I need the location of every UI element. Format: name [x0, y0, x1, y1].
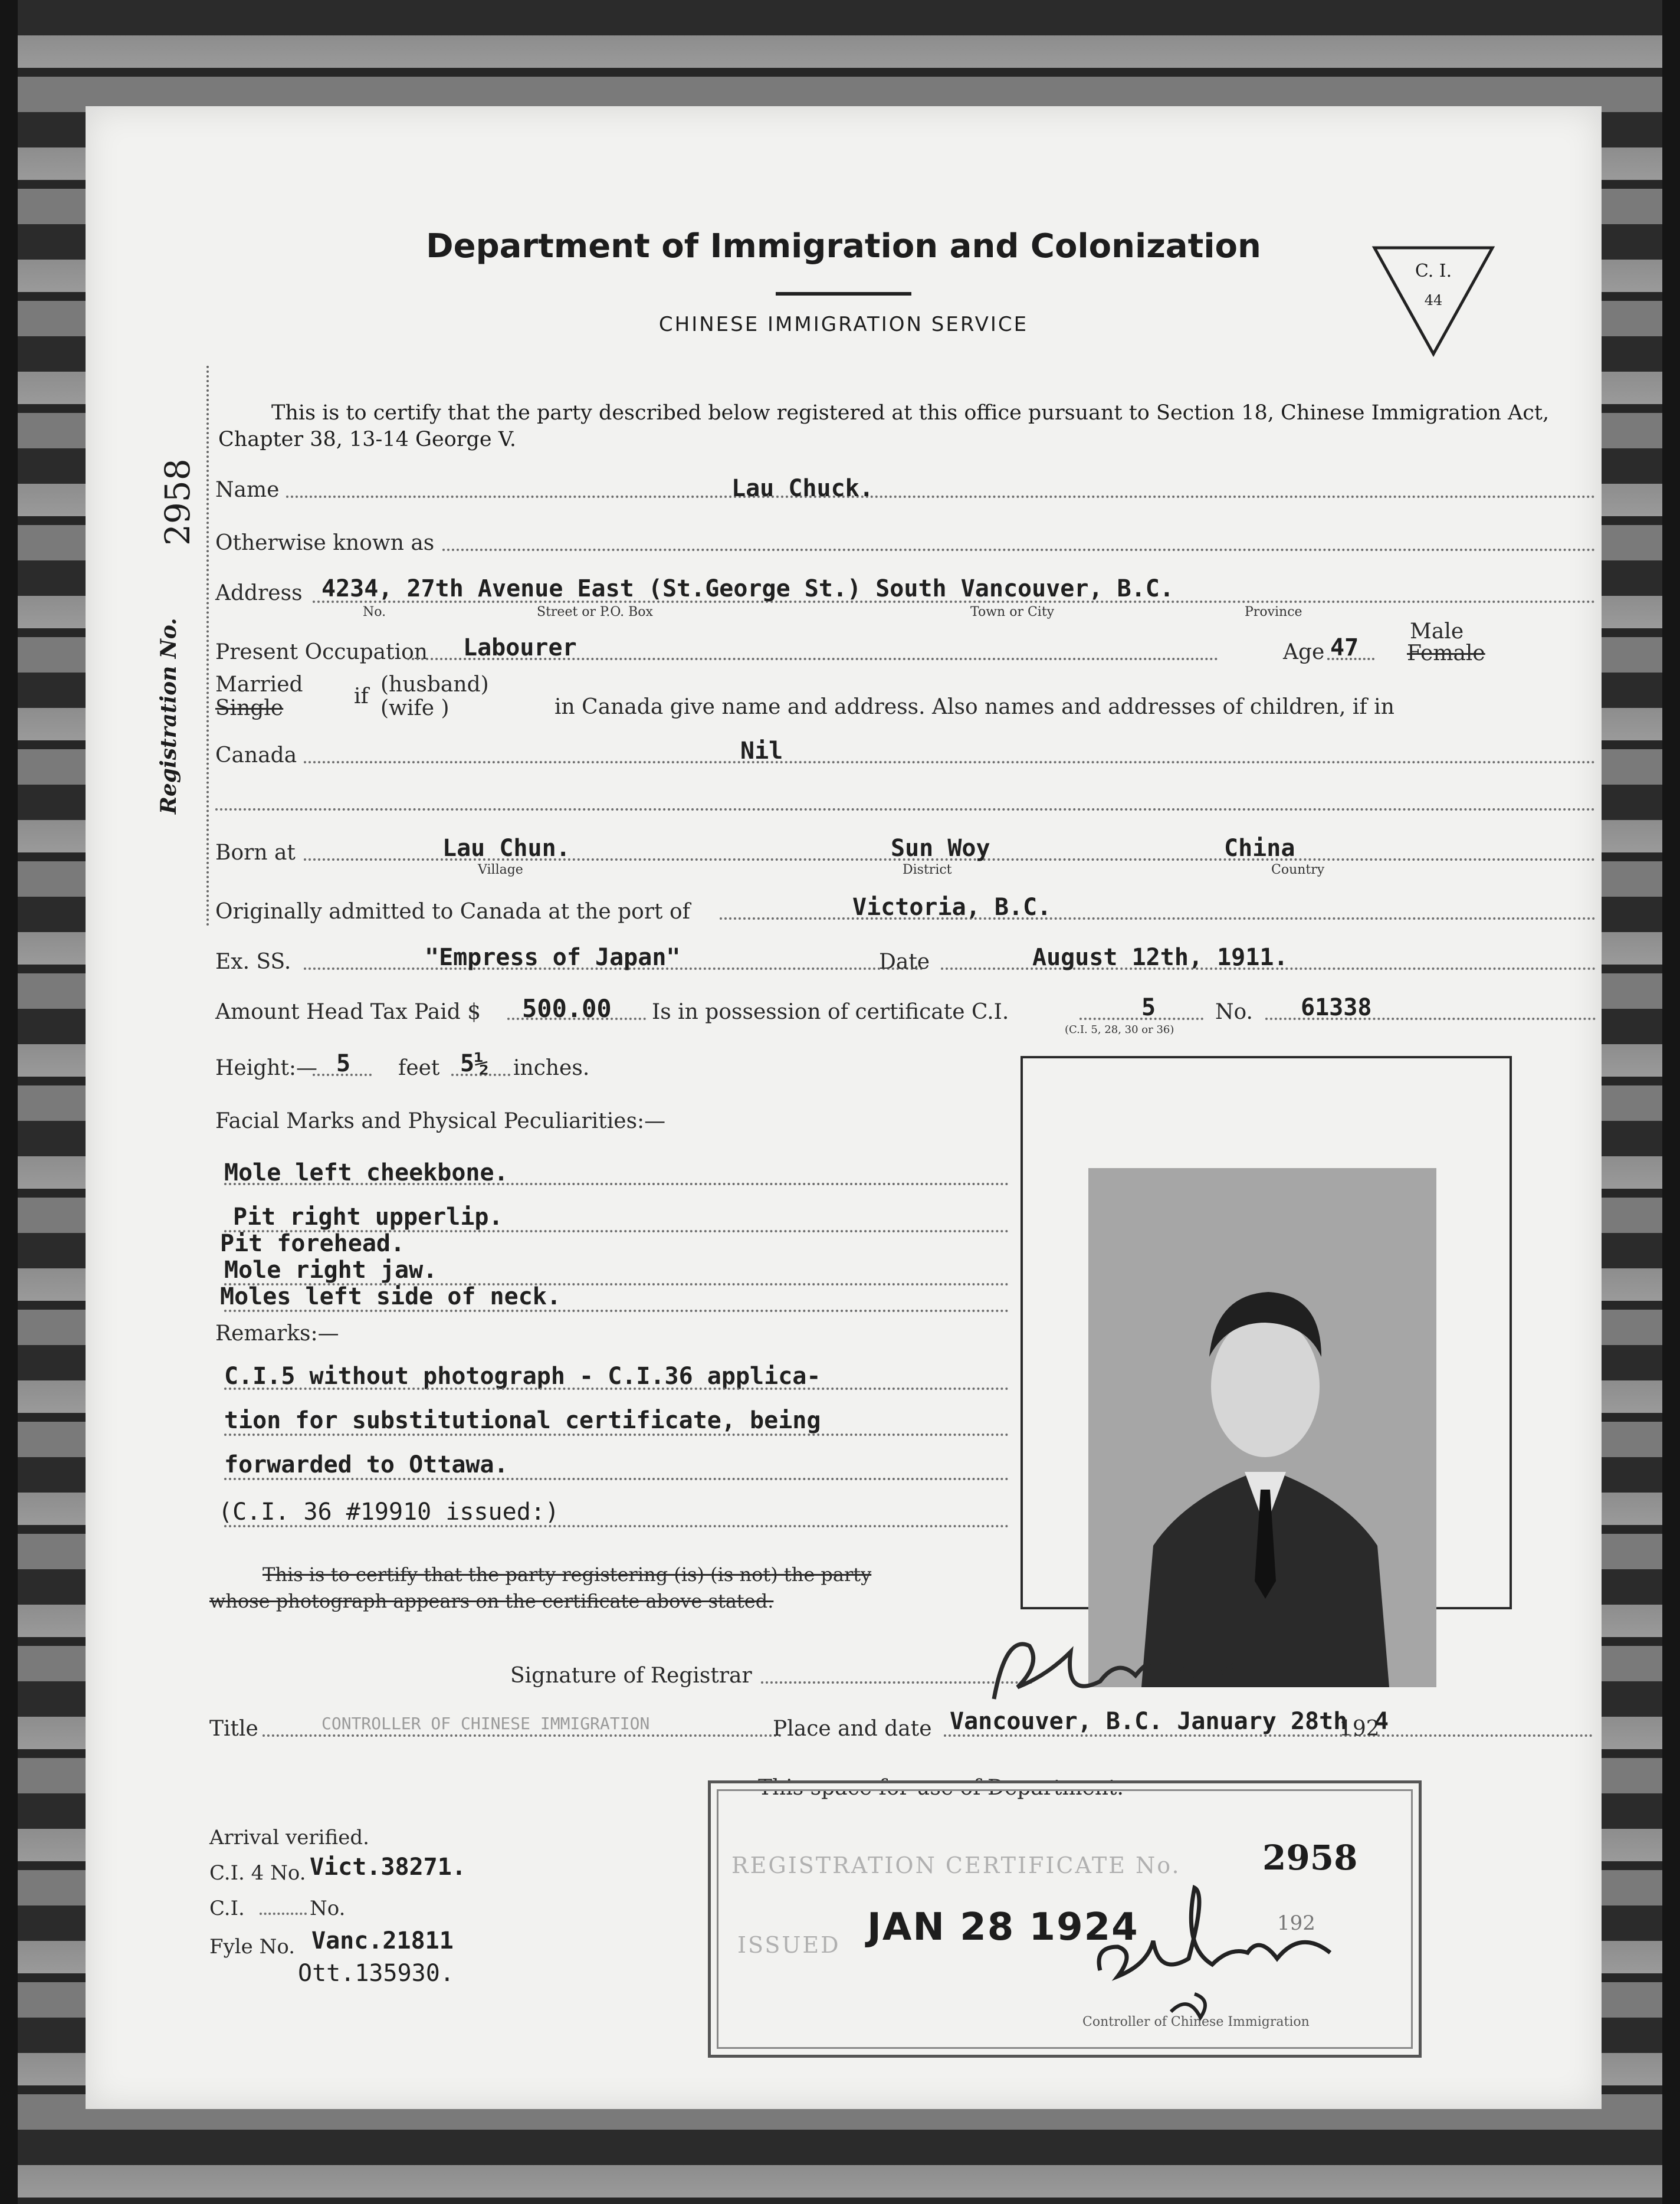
cert-ci-value: 5 [1141, 994, 1156, 1021]
if-label: if [354, 684, 369, 709]
canada-label: Canada [215, 743, 297, 768]
remark-4: (C.I. 36 #19910 issued:) [218, 1498, 559, 1526]
family-text: in Canada give name and address. Also names and addresses of children, if in [554, 695, 1394, 719]
place-label: Place and date [773, 1717, 932, 1741]
date-value: August 12th, 1911. [1032, 944, 1288, 971]
arrival-label: Arrival verified. [209, 1826, 369, 1849]
born-district: Sun Woy [891, 835, 990, 862]
remarks-line-4 [224, 1525, 1009, 1527]
remarks-line-1 [224, 1388, 1009, 1390]
address-label: Address [215, 581, 303, 605]
marks-line-4 [224, 1310, 1009, 1312]
certification-intro: This is to certify that the party described below registered at this office pursuant to Section 18, Chinese Immigration Act, Chapter 38, 13-14 George V. [218, 401, 1550, 451]
canada-value: Nil [740, 737, 783, 765]
occupation-label: Present Occupation [215, 640, 428, 664]
title-label: Title [209, 1717, 258, 1741]
registrar-signature-icon [982, 1611, 1277, 1717]
registration-number-side: 2958 [158, 458, 198, 546]
country-sub: Country [1271, 862, 1325, 877]
otherwise-line [442, 549, 1596, 551]
header-rule [776, 292, 911, 296]
canada-line [304, 761, 1596, 763]
certify-struck-2: whose photograph appears on the certificate above stated. [209, 1590, 774, 1612]
feet-label: feet [398, 1056, 440, 1080]
mark-1: Mole left cheekbone. [224, 1159, 508, 1186]
mark-5: Moles left side of neck. [220, 1283, 561, 1310]
issued-value: JAN 28 1924 [867, 1905, 1139, 1949]
marks-label: Facial Marks and Physical Peculiarities:— [215, 1109, 666, 1133]
height-label: Height:— [215, 1056, 318, 1080]
born-village: Lau Chun. [442, 835, 570, 862]
tax-label: Amount Head Tax Paid $ [215, 1000, 481, 1024]
address-sub-town: Town or City [970, 605, 1055, 619]
ship-value: "Empress of Japan" [425, 944, 681, 971]
occupation-value: Labourer [463, 634, 577, 661]
applicant-photo [1088, 1168, 1436, 1687]
address-sub-province: Province [1245, 605, 1302, 619]
ci-no-label: No. [310, 1897, 346, 1920]
remarks-line-2 [224, 1434, 1009, 1436]
address-sub-no: No. [363, 605, 386, 619]
remark-3: forwarded to Ottawa. [224, 1451, 508, 1478]
controller-signature-icon [1053, 1876, 1407, 2029]
remarks-line-3 [224, 1478, 1009, 1480]
husband-label: (husband) [380, 673, 489, 697]
canada-line-2 [215, 808, 1596, 811]
name-value: Lau Chuck. [731, 475, 874, 502]
tax-value: 500.00 [522, 994, 612, 1023]
age-line [1327, 658, 1374, 660]
mark-2: Pit right upperlip. [233, 1203, 503, 1231]
married-label: Married [215, 673, 303, 697]
port-line [720, 917, 1596, 920]
born-label: Born at [215, 841, 296, 865]
address-value: 4234, 27th Avenue East (St.George St.) South Vancouver, B.C. [321, 575, 1174, 602]
title-line [262, 1734, 782, 1737]
side-dotted-line [206, 366, 209, 926]
ship-label: Ex. SS. [215, 950, 291, 974]
department-year-print: 192 [1277, 1911, 1315, 1935]
age-value: 47 [1330, 634, 1359, 661]
ci4-label: C.I. 4 No. [209, 1861, 306, 1885]
title-value: CONTROLLER OF CHINESE IMMIGRATION [321, 1714, 650, 1733]
village-sub: Village [478, 862, 523, 877]
possession-label: Is in possession of certificate C.I. [652, 1000, 1009, 1024]
single-label: Single [215, 696, 284, 720]
cert-no-value: 61338 [1301, 994, 1372, 1021]
form-code-label: C. I. [1415, 261, 1452, 281]
registration-label-side: Registration No. [156, 618, 181, 814]
height-feet: 5 [336, 1050, 351, 1077]
department-title: Department of Immigration and Colonization [426, 227, 1261, 265]
port-label: Originally admitted to Canada at the port of [215, 900, 690, 924]
port-value: Victoria, B.C. [852, 894, 1052, 921]
sex-male-label: Male [1410, 619, 1464, 644]
issued-label: ISSUED [737, 1932, 841, 1958]
date-label: Date [879, 950, 930, 974]
marks-line-1 [224, 1183, 1009, 1185]
remark-2: tion for substitutional certificate, being [224, 1407, 821, 1434]
cert-sub: (C.I. 5, 28, 30 or 36) [1065, 1024, 1174, 1036]
born-country: China [1224, 835, 1295, 862]
remark-1: C.I.5 without photograph - C.I.36 applica- [224, 1363, 821, 1390]
fyle-label: Fyle No. [209, 1935, 296, 1959]
film-edge-left [0, 0, 18, 2204]
place-value: Vancouver, B.C. January 28th [950, 1708, 1348, 1735]
controller-label: Controller of Chinese Immigration [1082, 2015, 1310, 2029]
fyle-value-2: Ott.135930. [298, 1960, 454, 1987]
mark-3: Pit forehead. [220, 1230, 405, 1257]
wife-label: (wife ) [380, 696, 449, 720]
name-label: Name [215, 478, 280, 502]
form-code-number: 44 [1424, 292, 1443, 309]
ci4-value: Vict.38271. [310, 1854, 466, 1881]
year-prefix: 192 [1339, 1717, 1380, 1741]
inches-label: inches. [513, 1056, 590, 1080]
sex-female-label: Female [1407, 641, 1485, 665]
name-line [286, 496, 1596, 498]
year-suffix: 4 [1374, 1708, 1389, 1735]
otherwise-label: Otherwise known as [215, 531, 435, 555]
certificate-page [86, 106, 1602, 2109]
district-sub: District [903, 862, 952, 877]
service-title: CHINESE IMMIGRATION SERVICE [658, 313, 1029, 336]
address-sub-street: Street or P.O. Box [537, 605, 653, 619]
portrait-figure-icon [1088, 1168, 1436, 1687]
ci-label: C.I. [209, 1897, 245, 1920]
cert-no-label: No. [1215, 1000, 1253, 1024]
remarks-label: Remarks:— [215, 1321, 339, 1346]
reg-cert-label: REGISTRATION CERTIFICATE No. [731, 1852, 1181, 1878]
reg-cert-value: 2958 [1262, 1838, 1358, 1878]
height-inches: 5½ [460, 1050, 489, 1077]
mark-4: Mole right jaw. [224, 1257, 438, 1284]
fyle-value-1: Vanc.21811 [311, 1927, 454, 1954]
department-heading: This space for use of Department. [758, 1776, 1124, 1800]
signature-label: Signature of Registrar [510, 1664, 752, 1688]
age-label: Age [1283, 640, 1325, 664]
film-edge-right [1662, 0, 1680, 2204]
certify-struck-1: This is to certify that the party registering (is) (is not) the party [262, 1563, 872, 1586]
ci-line [260, 1913, 307, 1915]
